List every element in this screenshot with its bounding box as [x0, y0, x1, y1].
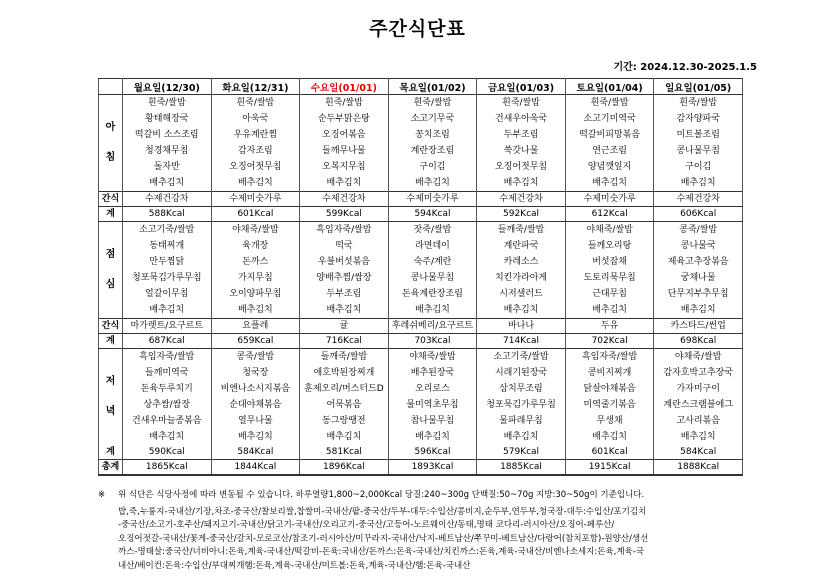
- menu-item: 고사리볶음: [654, 413, 743, 429]
- kcal-value: 698Kcal: [654, 334, 743, 349]
- snack-item: 수제미숫가루: [211, 192, 300, 207]
- menu-item: 들깨미역국: [123, 365, 212, 381]
- menu-item: 배추김치: [565, 175, 654, 192]
- menu-item: 흑임자죽/쌀밥: [123, 349, 212, 366]
- dinner-row: [99, 429, 743, 445]
- menu-item: 흰죽/쌀밥: [211, 95, 300, 112]
- lunch-label: [99, 222, 123, 319]
- lunch-row: [99, 254, 743, 270]
- day-header: 일요일(01/05): [654, 79, 743, 95]
- menu-item: 구이김: [654, 159, 743, 175]
- snack-item: 수제건강차: [654, 192, 743, 207]
- menu-item: 만두찜닭: [123, 254, 212, 270]
- breakfast-row: [99, 159, 743, 175]
- kcal-value: 581Kcal: [300, 445, 389, 460]
- menu-item: 감자호박고추장국: [654, 365, 743, 381]
- menu-item: 배추김치: [211, 429, 300, 445]
- menu-item: 미트볼조림: [654, 127, 743, 143]
- snack-label: 간식: [99, 319, 123, 334]
- menu-item: 두부조림: [300, 286, 389, 302]
- snack-item: 바나나: [477, 319, 566, 334]
- lunch-row: [99, 270, 743, 286]
- menu-item: 애호박된장찌개: [300, 365, 389, 381]
- menu-item: 감자조림: [211, 143, 300, 159]
- origin-line: -중국산/소고기-호주산/돼지고기-국내산/닭고기-국내산/오리고기-중국산/고등어-노르웨이산/동태,명태 코다리-러시아산/오징어-페루산/: [118, 520, 615, 530]
- menu-item: 흑임자죽/쌀밥: [300, 222, 389, 239]
- kcal-value: 584Kcal: [211, 445, 300, 460]
- total-value: 1888Kcal: [654, 460, 743, 476]
- snack-label: 간식: [99, 192, 123, 207]
- menu-item: 꽁치조림: [388, 127, 477, 143]
- menu-item: 오징어젓무침: [477, 159, 566, 175]
- menu-item: 배추김치: [300, 175, 389, 192]
- menu-item: 소고기미역국: [565, 111, 654, 127]
- kcal-value: 687Kcal: [123, 334, 212, 349]
- lunch-row: [99, 222, 743, 239]
- menu-item: 배추김치: [565, 429, 654, 445]
- kcal-value: 703Kcal: [388, 334, 477, 349]
- menu-item: 배추김치: [300, 429, 389, 445]
- total-value: 1885Kcal: [477, 460, 566, 476]
- menu-item: 계란파국: [477, 238, 566, 254]
- corner-cell: [99, 79, 123, 95]
- menu-item: 야채죽/쌀밥: [565, 222, 654, 239]
- menu-item: 콩나물무침: [654, 143, 743, 159]
- menu-item: 야채죽/쌀밥: [211, 222, 300, 239]
- menu-item: 배추김치: [477, 175, 566, 192]
- menu-item: 배추된장국: [388, 365, 477, 381]
- menu-item: 우유계란찜: [211, 127, 300, 143]
- weekly-menu-table: [98, 78, 743, 476]
- dinner-row: [99, 349, 743, 366]
- menu-item: 도토리묵무침: [565, 270, 654, 286]
- menu-item: 배추김치: [211, 175, 300, 192]
- snack-item: 수제건강차: [477, 192, 566, 207]
- menu-item: 배추김치: [654, 429, 743, 445]
- origin-note: [100, 506, 740, 574]
- lunch-row: [99, 302, 743, 319]
- menu-item: 카레소스: [477, 254, 566, 270]
- menu-item: 야채죽/쌀밥: [388, 349, 477, 366]
- menu-item: 콩나물무침: [388, 270, 477, 286]
- menu-item: 떡국: [300, 238, 389, 254]
- menu-item: 청포묵김가루무침: [123, 270, 212, 286]
- menu-item: 청국장: [211, 365, 300, 381]
- menu-item: 건새우아욱국: [477, 111, 566, 127]
- total-row: [99, 460, 743, 476]
- snack-item: 마가렛트/요구르트: [123, 319, 212, 334]
- kcal-value: 606Kcal: [654, 207, 743, 222]
- lunch-label-char: 점: [105, 249, 116, 260]
- menu-item: 흰죽/쌀밥: [565, 95, 654, 112]
- menu-item: 떡갈비 소스조림: [123, 127, 212, 143]
- breakfast-row: [99, 95, 743, 112]
- menu-item: 근대무침: [565, 286, 654, 302]
- menu-item: 들깨무나물: [300, 143, 389, 159]
- menu-item: 배추김치: [123, 175, 212, 192]
- menu-item: 소고기무국: [388, 111, 477, 127]
- origin-line: 까스-명태살:중국산/너비아니:돈육,계육-국내산/떡갈비-돈육:국내산/돈까스:돈육-국내산/치킨까스:돈육,계육-국내산/비엔나소세지:돈육,계육-국: [118, 547, 645, 557]
- lunch-kcal-row: [99, 334, 743, 349]
- menu-item: 훈제오리/머스터드D: [300, 381, 389, 397]
- menu-item: 흰죽/쌀밥: [477, 95, 566, 112]
- menu-item: 시저샐러드: [477, 286, 566, 302]
- kcal-value: 612Kcal: [565, 207, 654, 222]
- menu-item: 흰죽/쌀밥: [123, 95, 212, 112]
- menu-item: 흰죽/쌀밥: [654, 95, 743, 112]
- snack-item: 요플레: [211, 319, 300, 334]
- page-title: 주간식단표: [369, 18, 466, 40]
- dinner-kcal-row: [99, 445, 743, 460]
- snack-item: 수제건강차: [300, 192, 389, 207]
- menu-item: 청경채무침: [123, 143, 212, 159]
- menu-item: 소고기죽/쌀밥: [123, 222, 212, 239]
- kcal-value: 584Kcal: [654, 445, 743, 460]
- menu-item: 잣죽/쌀밥: [388, 222, 477, 239]
- menu-item: 양배추찜/쌈장: [300, 270, 389, 286]
- menu-item: 콩죽/쌀밥: [654, 222, 743, 239]
- kcal-value: 588Kcal: [123, 207, 212, 222]
- menu-item: 동그랑땡전: [300, 413, 389, 429]
- day-header: 수요일(01/01): [300, 79, 389, 95]
- menu-item: 흰죽/쌀밥: [388, 95, 477, 112]
- menu-item: 소고기죽/쌀밥: [477, 349, 566, 366]
- snack-item: 수제미숫가루: [565, 192, 654, 207]
- dinner-row: [99, 381, 743, 397]
- kcal-value: 601Kcal: [565, 445, 654, 460]
- kcal-value: 590Kcal: [123, 445, 212, 460]
- menu-item: 배추김치: [477, 429, 566, 445]
- menu-item: 숙주/계란: [388, 254, 477, 270]
- dinner-label-char: 저: [105, 376, 116, 387]
- kcal-label: 계: [99, 207, 123, 222]
- origin-line: 밥,죽,누룽지-국내산/기장,차조-중국산/찰보리쌀,찹쌀미-국내산/팥-중국산/두부-대두:수입산/콩비지,순두부,연두부,청국장-대두:수입산/포기김치: [118, 506, 647, 517]
- menu-item: 상추쌈/쌈장: [123, 397, 212, 413]
- menu-item: 물파래무침: [477, 413, 566, 429]
- menu-item: 돈까스: [211, 254, 300, 270]
- menu-item: 오징어볶음: [300, 127, 389, 143]
- menu-item: 떡갈비피망볶음: [565, 127, 654, 143]
- menu-item: 우불버섯볶음: [300, 254, 389, 270]
- snack-item: 귤: [300, 319, 389, 334]
- menu-item: 흑임자죽/쌀밥: [565, 349, 654, 366]
- menu-item: 비엔나소시지볶음: [211, 381, 300, 397]
- menu-item: 치킨가라아게: [477, 270, 566, 286]
- header-row: [99, 79, 743, 95]
- day-header: 월요일(12/30): [123, 79, 212, 95]
- menu-item: 들깨죽/쌀밥: [477, 222, 566, 239]
- lunch-label-char: 심: [105, 279, 116, 290]
- menu-item: 미역줄기볶음: [565, 397, 654, 413]
- breakfast-row: [99, 111, 743, 127]
- dinner-label-char: 녁: [105, 406, 116, 417]
- menu-item: 들깨죽/쌀밥: [300, 349, 389, 366]
- breakfast-label-char: 침: [105, 152, 116, 163]
- lunch-row: [99, 286, 743, 302]
- day-header: 화요일(12/31): [211, 79, 300, 95]
- breakfast-label-char: 아: [105, 122, 116, 133]
- kcal-value: 592Kcal: [477, 207, 566, 222]
- menu-item: 구이김: [388, 159, 477, 175]
- total-value: 1865Kcal: [123, 460, 212, 476]
- menu-item: 물미역초무침: [388, 397, 477, 413]
- breakfast-row: [99, 127, 743, 143]
- kcal-label: 계: [99, 334, 123, 349]
- menu-item: 오리로스: [388, 381, 477, 397]
- snack-item: 수제미숫가루: [388, 192, 477, 207]
- dinner-row: [99, 365, 743, 381]
- menu-item: 참나물무침: [388, 413, 477, 429]
- kcal-value: 579Kcal: [477, 445, 566, 460]
- menu-item: 열무나물: [211, 413, 300, 429]
- menu-item: 가자미구이: [654, 381, 743, 397]
- menu-item: 돌자반: [123, 159, 212, 175]
- breakfast-row: [99, 143, 743, 159]
- snack-item: 두유: [565, 319, 654, 334]
- menu-item: 배추김치: [654, 302, 743, 319]
- dinner-row: [99, 397, 743, 413]
- menu-item: 배추김치: [211, 302, 300, 319]
- notes-section: [100, 489, 740, 573]
- menu-item: 배추김치: [123, 302, 212, 319]
- menu-item: 오징어젓무침: [211, 159, 300, 175]
- breakfast-row: [99, 175, 743, 192]
- lunch-row: [99, 238, 743, 254]
- total-label: 총계: [99, 460, 123, 476]
- menu-item: 제육고추장볶음: [654, 254, 743, 270]
- menu-item: 흰죽/쌀밥: [300, 95, 389, 112]
- kcal-value: 714Kcal: [477, 334, 566, 349]
- menu-item: 오이양파무침: [211, 286, 300, 302]
- menu-item: 궁채나물: [654, 270, 743, 286]
- menu-item: 무생채: [565, 413, 654, 429]
- menu-item: 야채죽/쌀밥: [654, 349, 743, 366]
- total-value: 1915Kcal: [565, 460, 654, 476]
- menu-item: 얼갈이무침: [123, 286, 212, 302]
- menu-item: 연근조림: [565, 143, 654, 159]
- menu-item: 삼치무조림: [477, 381, 566, 397]
- menu-item: 동태찌개: [123, 238, 212, 254]
- menu-item: 청포묵김가루무침: [477, 397, 566, 413]
- menu-item: 돈육두루치기: [123, 381, 212, 397]
- menu-item: 배추김치: [565, 302, 654, 319]
- menu-item: 순두부맑은탕: [300, 111, 389, 127]
- origin-line: 오징어젓갈-국내산/꽃게-중국산/갈치-모로코산/참조기-러시아산/미꾸라지-국내산/낙지-베트남산/쭈꾸미-베트남산/다랑어(참치포함)-원양산/생선: [118, 533, 649, 544]
- menu-item: 배추김치: [388, 302, 477, 319]
- origin-line: 내산/베이컨:돈육:수입산/부대찌개햄:돈육,계육-국내산/미트볼:돈육,계육-국내산/햄:돈육-국내산: [118, 560, 471, 571]
- kcal-value: 594Kcal: [388, 207, 477, 222]
- breakfast-snack-row: [99, 192, 743, 207]
- menu-item: 감자양파국: [654, 111, 743, 127]
- total-value: 1844Kcal: [211, 460, 300, 476]
- total-value: 1896Kcal: [300, 460, 389, 476]
- menu-item: 돈육계란장조림: [388, 286, 477, 302]
- menu-item: 단무지부추무침: [654, 286, 743, 302]
- menu-item: 배추김치: [388, 175, 477, 192]
- menu-item: 가지무침: [211, 270, 300, 286]
- menu-item: 어묵볶음: [300, 397, 389, 413]
- menu-item: 라면데이: [388, 238, 477, 254]
- menu-item: 닭살야채볶음: [565, 381, 654, 397]
- menu-item: 순대야채볶음: [211, 397, 300, 413]
- dinner-label: [99, 349, 123, 446]
- menu-item: 두부조림: [477, 127, 566, 143]
- menu-item: 아욱국: [211, 111, 300, 127]
- menu-item: 건새우마늘종볶음: [123, 413, 212, 429]
- menu-item: 황태해장국: [123, 111, 212, 127]
- kcal-value: 599Kcal: [300, 207, 389, 222]
- period-label: 기간: 2024.12.30-2025.1.5: [613, 62, 757, 73]
- menu-item: 들깨오리탕: [565, 238, 654, 254]
- kcal-value: 716Kcal: [300, 334, 389, 349]
- snack-item: 수제건강차: [123, 192, 212, 207]
- snack-item: 후레쉬베리/요구르트: [388, 319, 477, 334]
- menu-item: 콩비지찌개: [565, 365, 654, 381]
- breakfast-kcal-row: [99, 207, 743, 222]
- kcal-value: 702Kcal: [565, 334, 654, 349]
- day-header: 목요일(01/02): [388, 79, 477, 95]
- kcal-value: 601Kcal: [211, 207, 300, 222]
- kcal-value: 659Kcal: [211, 334, 300, 349]
- menu-item: 시래기된장국: [477, 365, 566, 381]
- menu-item: 계란장조림: [388, 143, 477, 159]
- menu-item: 쑥갓나물: [477, 143, 566, 159]
- menu-item: 배추김치: [654, 175, 743, 192]
- menu-item: 콩죽/쌀밥: [211, 349, 300, 366]
- menu-item: 오복지무침: [300, 159, 389, 175]
- menu-item: 배추김치: [300, 302, 389, 319]
- menu-item: 육개장: [211, 238, 300, 254]
- dinner-row: [99, 413, 743, 429]
- menu-item: 콩나물국: [654, 238, 743, 254]
- kcal-value: 596Kcal: [388, 445, 477, 460]
- note-star: ※: [98, 490, 106, 500]
- kcal-label: 계: [99, 445, 123, 460]
- menu-item: 계란스크램블에그: [654, 397, 743, 413]
- menu-item: 배추김치: [123, 429, 212, 445]
- day-header: 금요일(01/03): [477, 79, 566, 95]
- menu-item: 배추김치: [388, 429, 477, 445]
- nutrition-note: 위 식단은 식당사정에 따라 변동될 수 있습니다. 하루열량1,800~2,000Kcal 당질:240~300g 단백질:50~70g 지방:30~50g이 기준입니다.: [118, 490, 645, 500]
- breakfast-label: [99, 95, 123, 192]
- menu-item: 버섯잡채: [565, 254, 654, 270]
- total-value: 1893Kcal: [388, 460, 477, 476]
- day-header: 토요일(01/04): [565, 79, 654, 95]
- lunch-snack-row: [99, 319, 743, 334]
- snack-item: 카스타드/썬업: [654, 319, 743, 334]
- menu-item: 배추김치: [477, 302, 566, 319]
- menu-item: 양념깻잎지: [565, 159, 654, 175]
